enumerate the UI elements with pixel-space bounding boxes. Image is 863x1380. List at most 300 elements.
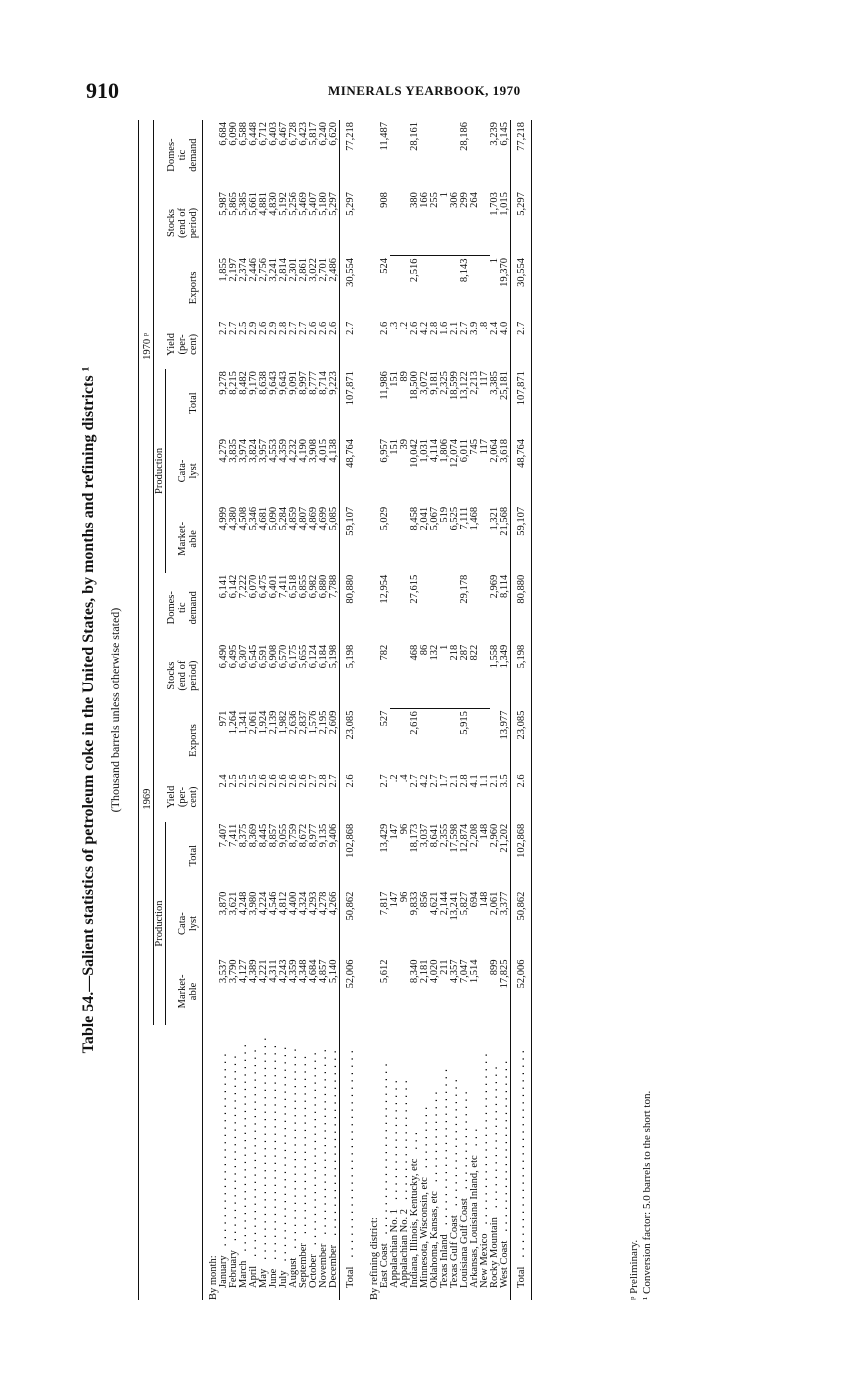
table-cell: 23,085 xyxy=(339,709,360,773)
column-header-row xyxy=(166,120,203,1300)
table-cell: 2.7 xyxy=(227,321,239,335)
table-cell: 5,029 xyxy=(378,506,390,531)
table-cell: 4,311 xyxy=(267,959,279,983)
table-cell xyxy=(450,573,460,643)
table-cell: .3 xyxy=(388,321,400,330)
table-cell: 5,469 xyxy=(297,192,309,216)
table-cell: 96 xyxy=(398,891,410,903)
table-cell: 3,980 xyxy=(247,891,259,916)
table-cell: 2.4 xyxy=(488,321,500,335)
table-cell: 13,122 xyxy=(458,371,470,400)
table-cell: 287 xyxy=(460,643,470,709)
table-cell: 2.6 xyxy=(408,321,420,335)
table-cell: 8,714 xyxy=(317,371,329,395)
col-header-total: Total xyxy=(166,822,203,890)
table-cell: 2,814 xyxy=(277,257,289,282)
table-row xyxy=(400,120,410,1300)
table-cell: 2.7 xyxy=(307,774,319,788)
table-cell: 1,576 xyxy=(307,710,319,735)
table-cell xyxy=(470,256,480,320)
table-cell: 2.1 xyxy=(488,774,500,788)
table-cell: 6,401 xyxy=(267,574,279,599)
table-cell: 89 xyxy=(398,371,410,382)
table-cell xyxy=(390,256,400,320)
row-label: November .......................... xyxy=(317,1046,330,1288)
table-cell: 1 xyxy=(488,257,500,264)
table-cell: 2,144 xyxy=(438,891,450,916)
table-cell: 6,448 xyxy=(247,122,259,146)
table-cell: 380 xyxy=(410,190,420,256)
table-cell: 1.7 xyxy=(438,774,450,788)
table-cell: 52,006 xyxy=(339,958,360,1026)
table-cell: 2.6 xyxy=(327,321,339,335)
table-cell: 822 xyxy=(470,643,480,709)
table-cell: 856 xyxy=(418,891,430,908)
table-cell: 2.6 xyxy=(317,321,329,335)
table-cell: 148 xyxy=(478,823,490,840)
table-cell xyxy=(390,505,400,573)
footnote-preliminary: ᵖ Preliminary. xyxy=(628,1239,640,1300)
table-cell: 299 xyxy=(460,190,470,256)
row-label: April ............................. xyxy=(247,1046,260,1288)
table-cell: 899 xyxy=(488,959,500,976)
table-cell: 4,266 xyxy=(327,891,339,916)
table-cell: 3,385 xyxy=(488,371,500,395)
table-cell: 5,407 xyxy=(307,192,319,216)
table-cell xyxy=(400,256,410,320)
table-cell: 2,064 xyxy=(488,439,500,463)
table-cell: 11,986 xyxy=(378,371,390,400)
running-head: MINERALS YEARBOOK, 1970 xyxy=(328,83,521,98)
table-cell: 2,960 xyxy=(488,823,500,848)
table-cell: 6,307 xyxy=(237,644,249,669)
table-cell: 2.6 xyxy=(510,772,531,821)
table-cell: 13,241 xyxy=(448,891,460,921)
table-cell: 4,359 xyxy=(277,439,289,463)
row-label: December .......................... xyxy=(327,1047,340,1288)
col-header-yield: Yield (per- cent) xyxy=(166,320,203,369)
table-cell: 1.1 xyxy=(478,774,490,788)
table-cell: 6,880 xyxy=(317,574,329,599)
table-cell xyxy=(490,709,500,773)
table-cell: 6,518 xyxy=(287,574,299,599)
table-cell: 5,915 xyxy=(458,711,470,735)
table-cell: 6,684 xyxy=(217,122,229,146)
table-cell: 6,475 xyxy=(257,574,269,599)
table-cell: 7,817 xyxy=(378,891,390,916)
table-cell: 59,107 xyxy=(339,505,360,573)
table-cell: 8,375 xyxy=(237,823,249,848)
table-cell: 2,197 xyxy=(227,257,239,282)
table-cell: 3,537 xyxy=(217,959,229,984)
table-cell: 5,198 xyxy=(339,643,360,709)
table-cell: 218 xyxy=(450,643,460,709)
table-cell: 4,278 xyxy=(317,891,329,916)
table-cell: 2.6 xyxy=(277,774,289,788)
table-cell: 5,198 xyxy=(510,643,531,709)
table-cell: 4,508 xyxy=(237,506,249,531)
table-cell: 6,240 xyxy=(317,122,329,146)
table-cell: 148 xyxy=(478,891,490,908)
table-cell xyxy=(390,958,400,1026)
table-cell: 4,684 xyxy=(307,959,319,984)
section-by-month: By month: xyxy=(207,1255,219,1300)
table-cell: 6,142 xyxy=(227,574,239,599)
table-cell: 4,999 xyxy=(217,506,229,531)
table-cell: 50,862 xyxy=(510,890,531,958)
table-cell: 2,041 xyxy=(418,506,430,531)
table-cell: 7,788 xyxy=(327,574,339,599)
col-header-yield: Yield (per- cent) xyxy=(166,772,203,821)
table-cell: 18,599 xyxy=(448,371,460,400)
table-cell: 2.6 xyxy=(378,321,390,335)
table-cell: 2.7 xyxy=(339,320,360,369)
production-header-1969: Production xyxy=(154,822,166,1026)
table-cell: 8,997 xyxy=(297,371,309,395)
table-cell: 147 xyxy=(388,891,400,908)
table-cell xyxy=(420,256,430,320)
table-cell: 2,516 xyxy=(408,258,420,283)
table-cell: 80,880 xyxy=(339,573,360,643)
table-cell: 1,514 xyxy=(468,959,480,984)
table-cell: 1,703 xyxy=(488,192,500,216)
table-cell: 3,618 xyxy=(498,439,510,463)
table-cell: 5,198 xyxy=(327,644,339,669)
table-cell: 7,407 xyxy=(217,823,229,848)
table-cell xyxy=(430,709,440,773)
table-cell: 4,830 xyxy=(267,192,279,216)
table-cell: 5,827 xyxy=(458,891,470,916)
table-cell: 6,145 xyxy=(498,122,510,146)
table-cell: 2.1 xyxy=(448,321,460,335)
table-cell: 1,264 xyxy=(227,710,239,735)
table-cell xyxy=(390,120,400,190)
table-cell: 4,114 xyxy=(428,439,440,463)
col-header-stocks: Stocks (end of period) xyxy=(166,190,203,256)
table-cell: 3,037 xyxy=(418,823,430,848)
table-cell: 4,553 xyxy=(267,439,279,463)
table-cell xyxy=(450,120,460,190)
table-cell: 77,218 xyxy=(339,120,360,190)
table-cell: 19,370 xyxy=(498,257,510,287)
table-cell: 8,977 xyxy=(307,823,319,848)
table-cell: 2.7 xyxy=(408,774,420,788)
table-cell: 4,221 xyxy=(257,959,269,984)
table-cell: 6,423 xyxy=(297,122,309,146)
table-cell: 2,061 xyxy=(488,891,500,916)
table-cell: 2.8 xyxy=(458,774,470,788)
total-row-month xyxy=(339,120,360,1300)
row-label: Texas Gulf Coast .................. xyxy=(448,1076,461,1288)
col-header-marketable: Market- able xyxy=(166,958,203,1026)
table-cell: 12,074 xyxy=(448,439,460,468)
table-cell: 6,467 xyxy=(277,122,289,146)
table-cell xyxy=(480,505,490,573)
row-label: Total ............................. xyxy=(510,1025,531,1300)
table-cell: 7,047 xyxy=(458,959,470,984)
table-cell xyxy=(480,256,490,320)
table-cell: 2,837 xyxy=(297,710,309,735)
table-cell xyxy=(400,505,410,573)
table-cell: 4,400 xyxy=(287,891,299,916)
table-cell: 5,284 xyxy=(277,506,289,531)
table-cell: 59,107 xyxy=(510,505,531,573)
table-cell: 519 xyxy=(438,506,450,523)
table-cell: 6,124 xyxy=(307,644,319,669)
table-cell: 6,090 xyxy=(227,122,239,146)
table-cell: 6,525 xyxy=(448,506,460,531)
table-cell: 4,020 xyxy=(428,959,440,984)
table-cell: 2.6 xyxy=(257,774,269,788)
table-cell: 9,833 xyxy=(408,891,420,916)
table-cell xyxy=(400,190,410,256)
table-cell: 1,558 xyxy=(488,644,500,669)
table-cell: 2,301 xyxy=(287,257,299,282)
table-cell: 6,620 xyxy=(327,122,339,146)
table-cell: 2.6 xyxy=(307,321,319,335)
table-cell: 8,641 xyxy=(428,823,440,848)
table-cell: 9,223 xyxy=(327,371,339,395)
table-cell: 96 xyxy=(398,823,410,835)
table-cell: 908 xyxy=(378,192,390,208)
table-cell: 86 xyxy=(420,643,430,709)
page-number: 910 xyxy=(86,78,119,103)
table-cell xyxy=(390,643,400,709)
row-label: Texas Inland ...................... xyxy=(438,1066,451,1288)
table-cell: 2,446 xyxy=(247,257,259,282)
table-cell xyxy=(440,256,450,320)
table-cell: 1,341 xyxy=(237,710,249,735)
table-cell: 524 xyxy=(378,257,390,274)
table-cell xyxy=(480,643,490,709)
table-cell: 2.9 xyxy=(267,321,279,335)
year-1969-header: 1969 xyxy=(139,573,154,1026)
table-cell: 3,377 xyxy=(498,891,510,916)
table-cell: 5,085 xyxy=(327,506,339,531)
table-cell: 3,072 xyxy=(418,371,430,395)
table-cell: 8,114 xyxy=(498,574,510,599)
table-cell xyxy=(470,573,480,643)
table-cell: 5,067 xyxy=(428,506,440,531)
table-cell: 8,445 xyxy=(257,823,269,848)
table-cell: 6,403 xyxy=(267,122,279,146)
table-cell: 2.8 xyxy=(428,321,440,335)
table-cell xyxy=(450,709,460,773)
table-cell: 1,349 xyxy=(498,644,510,669)
table-cell: 971 xyxy=(217,710,229,727)
table-cell: 50,862 xyxy=(339,890,360,958)
table-cell: 17,598 xyxy=(448,823,460,853)
table-cell: 4,812 xyxy=(277,891,289,916)
table-cell xyxy=(470,120,480,190)
table-cell: 3,957 xyxy=(257,439,269,463)
table-cell xyxy=(480,120,490,190)
row-label: Appalachian No. 2 ................. xyxy=(398,1077,411,1288)
row-label: Indiana, Illinois, Kentucky, etc ... xyxy=(408,1129,421,1288)
table-cell: 468 xyxy=(410,643,420,709)
table-cell: 1 xyxy=(440,190,450,256)
row-label: August ............................ xyxy=(287,1045,300,1288)
table-cell: 2,636 xyxy=(287,710,299,735)
table-cell: 4,546 xyxy=(267,891,279,916)
table-cell: 8,215 xyxy=(227,371,239,395)
table-cell: 4.0 xyxy=(498,321,510,335)
table-cell xyxy=(440,573,450,643)
table-cell: 4,699 xyxy=(317,506,329,531)
table-cell: 2.6 xyxy=(287,774,299,788)
table-cell xyxy=(390,709,400,773)
table-cell: 4,224 xyxy=(257,891,269,916)
table-cell: 102,868 xyxy=(510,822,531,890)
table-cell: 9,278 xyxy=(217,371,229,395)
table-cell: 39 xyxy=(398,439,410,450)
table-cell: 9,091 xyxy=(287,371,299,395)
row-label: May ............................... xyxy=(257,1035,270,1288)
col-header-domestic: Domes- tic demand xyxy=(166,120,203,190)
table-cell: 2,181 xyxy=(418,959,430,984)
table-cell: 6,184 xyxy=(317,644,329,669)
table-cell: 5,297 xyxy=(339,190,360,256)
table-cell: 1,015 xyxy=(498,192,510,216)
table-cell: 21,202 xyxy=(498,823,510,853)
table-cell: 2,213 xyxy=(468,371,480,395)
table-cell: 2.7 xyxy=(428,774,440,788)
table-cell: 8,777 xyxy=(307,371,319,395)
table-cell: 3,824 xyxy=(247,439,259,463)
table-cell: 527 xyxy=(378,710,390,727)
table-cell: 48,764 xyxy=(510,437,531,505)
table-cell: 4,348 xyxy=(297,959,309,984)
table-cell: 48,764 xyxy=(339,437,360,505)
table-cell: 11,487 xyxy=(378,122,390,151)
table-cell: 7,222 xyxy=(237,574,249,599)
coke-statistics-table xyxy=(138,120,532,1300)
table-cell: 2.7 xyxy=(217,321,229,335)
row-label: West Coast ........................ xyxy=(498,1058,511,1288)
row-label: March ............................. xyxy=(237,1041,250,1288)
table-cell: 4,681 xyxy=(257,506,269,531)
table-cell xyxy=(390,190,400,256)
production-header-1970: Production xyxy=(154,369,166,573)
table-cell xyxy=(440,120,450,190)
table-cell: 6,070 xyxy=(247,574,259,599)
table-cell: 107,871 xyxy=(339,369,360,437)
table-cell: 5,192 xyxy=(277,192,289,216)
table-cell: 8,369 xyxy=(247,823,259,848)
table-row xyxy=(329,120,340,1300)
table-cell: 2.6 xyxy=(267,774,279,788)
table-cell: 4.2 xyxy=(418,774,430,788)
table-cell xyxy=(480,573,490,643)
table-cell: 30,554 xyxy=(510,256,531,320)
table-cell: 2.6 xyxy=(257,321,269,335)
year-1970-header: 1970 ᵖ xyxy=(139,120,154,573)
table-cell: 1,924 xyxy=(257,710,269,735)
table-cell: 4,807 xyxy=(297,506,309,531)
table-cell: 2,061 xyxy=(247,710,259,735)
table-cell: 2,195 xyxy=(317,710,329,735)
table-cell: 2.5 xyxy=(237,321,249,335)
col-header-domestic: Domes- tic demand xyxy=(166,573,203,643)
table-cell: 77,218 xyxy=(510,120,531,190)
table-cell: 782 xyxy=(378,644,390,661)
table-cell: 1.6 xyxy=(438,321,450,335)
table-cell xyxy=(450,256,460,320)
table-cell: 2,616 xyxy=(408,711,420,735)
table-cell: 29,178 xyxy=(458,574,470,604)
table-cell: 166 xyxy=(420,190,430,256)
table-cell: 13,429 xyxy=(378,823,390,853)
row-label: Rocky Mountain .................... xyxy=(488,1063,501,1288)
table-cell: 13,977 xyxy=(498,710,510,740)
table-cell: 4,243 xyxy=(277,959,289,984)
table-cell: 4.1 xyxy=(468,774,480,788)
table-cell xyxy=(420,120,430,190)
table-cell: 3,621 xyxy=(227,891,239,916)
col-header-catalyst: Cata- lyst xyxy=(166,890,203,958)
table-cell: 2.6 xyxy=(339,772,360,821)
col-header-exports: Exports xyxy=(166,709,203,773)
table-cell: 107,871 xyxy=(510,369,531,437)
table-cell xyxy=(420,573,430,643)
table-cell xyxy=(400,958,410,1026)
table-cell: 2.5 xyxy=(247,774,259,788)
table-cell: 52,006 xyxy=(510,958,531,1026)
table-cell: 10,042 xyxy=(408,439,420,468)
table-cell: 2.8 xyxy=(277,321,289,335)
table-cell: 9,181 xyxy=(428,371,440,395)
table-cell: 4,359 xyxy=(287,959,299,984)
table-cell: 5,987 xyxy=(217,192,229,216)
table-cell: 6,908 xyxy=(267,644,279,669)
footnotes xyxy=(628,1091,654,1300)
table-cell: 4,279 xyxy=(217,439,229,463)
row-label: October ........................... xyxy=(307,1049,320,1288)
table-cell: 2,355 xyxy=(438,823,450,848)
row-label: Oklahoma, Kansas, etc ............. xyxy=(428,1088,441,1288)
table-cell: 2,756 xyxy=(257,257,269,282)
table-cell xyxy=(480,709,490,773)
table-cell xyxy=(480,958,490,1026)
table-cell: 2.1 xyxy=(448,774,460,788)
row-label: January ........................... xyxy=(217,1050,230,1288)
table-cell: 3,835 xyxy=(227,439,239,463)
row-label: Louisiana Gulf Coast .............. xyxy=(458,1088,471,1288)
col-header-marketable: Market- able xyxy=(166,505,203,573)
table-cell xyxy=(390,573,400,643)
table-cell: 2.7 xyxy=(378,774,390,788)
table-cell: 8,857 xyxy=(267,823,279,848)
table-cell: 1,982 xyxy=(277,710,289,735)
table-cell: 151 xyxy=(388,371,400,387)
table-cell: 255 xyxy=(430,190,440,256)
table-cell: 2,609 xyxy=(327,710,339,735)
table-cell: 2,861 xyxy=(297,257,309,282)
total-row-district xyxy=(510,120,531,1300)
table-cell: 306 xyxy=(450,190,460,256)
table-cell: 6,490 xyxy=(217,644,229,669)
table-cell: 5,297 xyxy=(327,192,339,216)
footnote-conversion: ¹ Conversion factor: 5.0 barrels to the short ton. xyxy=(641,1090,653,1300)
table-cell xyxy=(400,709,410,773)
table-cell: .2 xyxy=(388,774,400,783)
table-cell: 9,170 xyxy=(247,371,259,395)
table-cell: 6,855 xyxy=(297,574,309,599)
table-cell: 18,500 xyxy=(408,371,420,400)
table-cell: 2.5 xyxy=(227,774,239,788)
table-cell: 3.5 xyxy=(498,774,510,788)
table-cell: 6,591 xyxy=(257,644,269,669)
